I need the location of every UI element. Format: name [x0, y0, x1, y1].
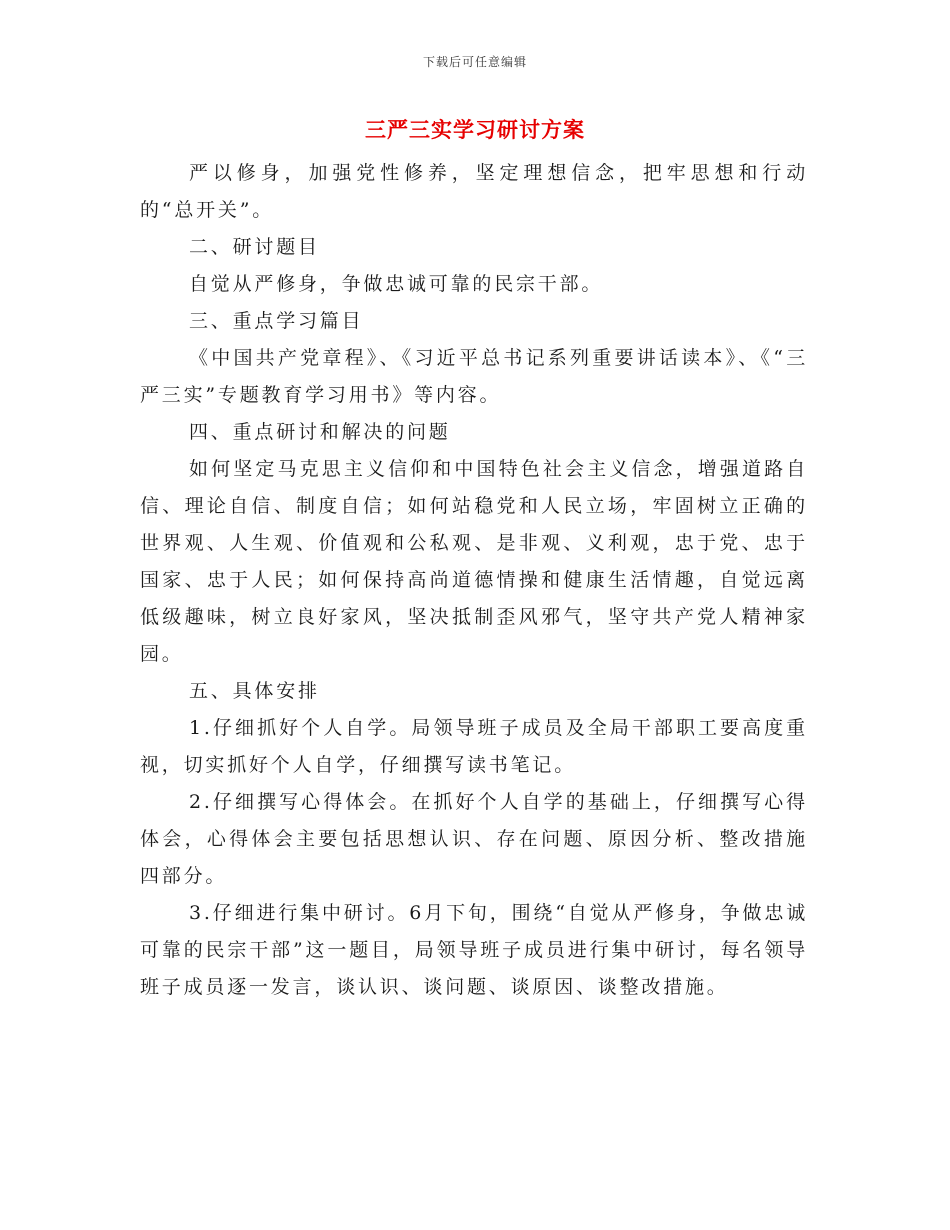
section-heading-arrangements: 五、具体安排 [189, 680, 320, 702]
paragraph-issues: 如何坚定马克思主义信仰和中国特色社会主义信念，增强道路自信、理论自信、制度自信；如何站稳党和人民立场，牢固树立正确的世界观、人生观、价值观和公私观、是非观、义利观，忠于党、忠于国家、忠于人民；如何保持高尚道德情操和健康生活情趣，自觉远离低级趣味，树立良好家风，坚决抵制歪风邪气，坚守共产党人精神家园。 [140, 458, 808, 665]
paragraph-readings: 《中国共产党章程》、《习近平总书记系列重要讲话读本》、《“三严三实”专题教育学习用书》等内容。 [140, 347, 808, 406]
section-heading-issues: 四、重点研讨和解决的问题 [189, 421, 451, 443]
paragraph-intro: 严以修身，加强党性修养，坚定理想信念，把牢思想和行动的“总开关”。 [140, 162, 808, 221]
paragraph-topic: 自觉从严修身，争做忠诚可靠的民宗干部。 [189, 273, 604, 295]
document-body [140, 155, 808, 1006]
paragraph-arrangement-1: 1.仔细抓好个人自学。局领导班子成员及全局干部职工要高度重视，切实抓好个人自学，仔细撰写读书笔记。 [140, 717, 808, 776]
document-title: 三严三实学习研讨方案 [365, 117, 585, 142]
page-header-note: 下载后可任意编辑 [422, 55, 527, 69]
paragraph-arrangement-2: 2.仔细撰写心得体会。在抓好个人自学的基础上，仔细撰写心得体会，心得体会主要包括思想认识、存在问题、原因分析、整改措施四部分。 [140, 791, 808, 887]
section-heading-readings: 三、重点学习篇目 [189, 310, 364, 332]
paragraph-arrangement-3: 3.仔细进行集中研讨。6月下旬，围绕“自觉从严修身，争做忠诚可靠的民宗干部”这一题目，局领导班子成员进行集中研讨，每名领导班子成员逐一发言，谈认识、谈问题、谈原因、谈整改措施。 [140, 902, 808, 998]
section-heading-topic: 二、研讨题目 [189, 236, 320, 258]
